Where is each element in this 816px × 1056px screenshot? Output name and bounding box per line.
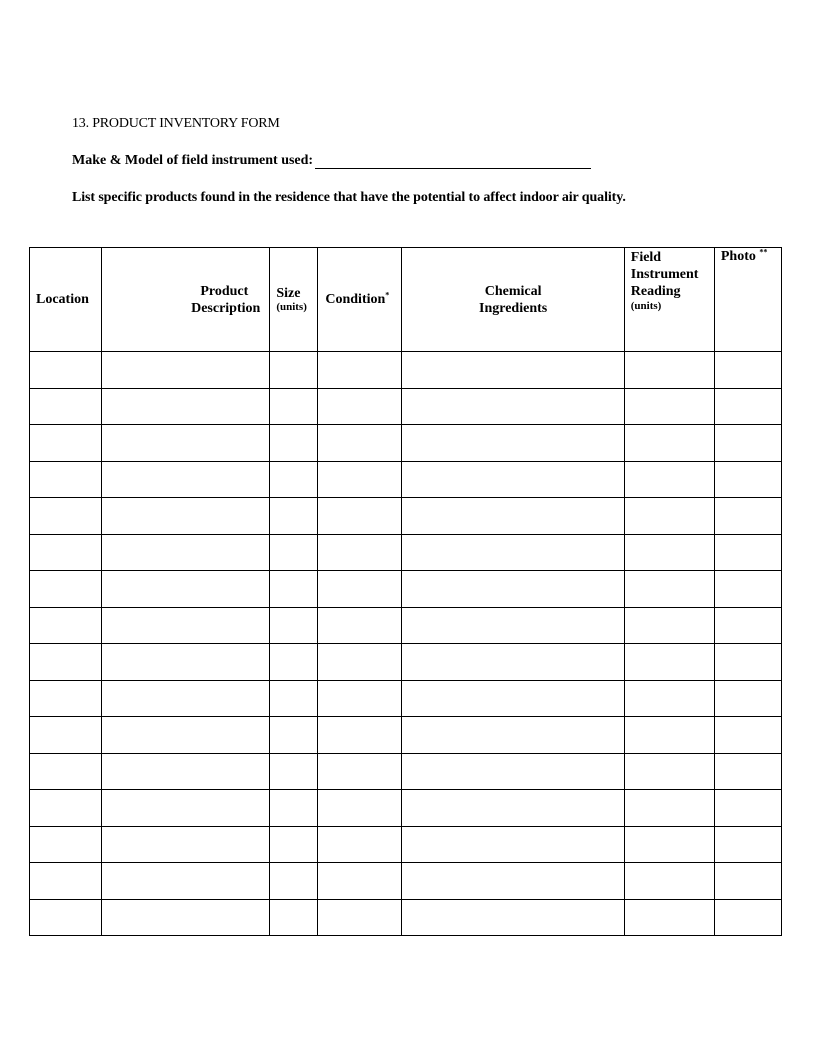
condition-cell[interactable] — [318, 790, 402, 827]
header-size-label: Size — [276, 285, 301, 301]
product-description-cell[interactable] — [102, 388, 270, 425]
condition-cell[interactable] — [318, 826, 402, 863]
condition-footnote-mark: * — [385, 289, 390, 299]
chemical-ingredients-cell[interactable] — [402, 899, 624, 936]
condition-cell[interactable] — [318, 498, 402, 535]
instrument-blank-line[interactable] — [315, 154, 591, 169]
size-cell[interactable] — [270, 534, 318, 571]
product-description-cell[interactable] — [102, 425, 270, 462]
size-cell[interactable] — [270, 717, 318, 754]
product-description-cell[interactable] — [102, 571, 270, 608]
chemical-ingredients-cell[interactable] — [402, 388, 624, 425]
condition-cell[interactable] — [318, 352, 402, 389]
chemical-ingredients-cell[interactable] — [402, 534, 624, 571]
product-description-cell[interactable] — [102, 498, 270, 535]
chemical-ingredients-cell[interactable] — [402, 790, 624, 827]
chemical-ingredients-cell[interactable] — [402, 571, 624, 608]
product-description-cell[interactable] — [102, 607, 270, 644]
table-row — [30, 680, 782, 717]
chemical-ingredients-cell[interactable] — [402, 826, 624, 863]
condition-cell[interactable] — [318, 388, 402, 425]
condition-cell[interactable] — [318, 534, 402, 571]
header-product-description — [102, 248, 270, 352]
location-cell[interactable] — [30, 352, 102, 389]
size-cell[interactable] — [270, 571, 318, 608]
table-header-row — [30, 248, 782, 352]
location-cell[interactable] — [30, 461, 102, 498]
location-cell[interactable] — [30, 790, 102, 827]
table-row — [30, 607, 782, 644]
condition-cell[interactable] — [318, 644, 402, 681]
form-title: 13. PRODUCT INVENTORY FORM — [72, 116, 280, 131]
product-description-cell[interactable] — [102, 863, 270, 900]
product-description-cell[interactable] — [102, 534, 270, 571]
field-reading-cell[interactable] — [624, 680, 714, 717]
photo-footnote-mark: ** — [759, 247, 768, 257]
condition-cell[interactable] — [318, 899, 402, 936]
field-reading-cell[interactable] — [624, 498, 714, 535]
table-row — [30, 352, 782, 389]
field-reading-cell[interactable] — [624, 826, 714, 863]
product-description-cell[interactable] — [102, 352, 270, 389]
list-instruction: List specific products found in the residence that have the potential to affect indoor air quality. — [72, 190, 626, 205]
product-description-cell[interactable] — [102, 717, 270, 754]
chemical-ingredients-cell[interactable] — [402, 498, 624, 535]
header-photo — [714, 248, 781, 352]
size-cell[interactable] — [270, 790, 318, 827]
product-description-cell[interactable] — [102, 461, 270, 498]
field-reading-cell[interactable] — [624, 461, 714, 498]
chemical-ingredients-cell[interactable] — [402, 644, 624, 681]
product-description-cell[interactable] — [102, 790, 270, 827]
location-cell[interactable] — [30, 607, 102, 644]
header-field-line2: Instrument — [630, 267, 699, 282]
location-cell[interactable] — [30, 863, 102, 900]
header-photo-label: Photo — [720, 249, 756, 264]
size-cell[interactable] — [270, 352, 318, 389]
size-cell[interactable] — [270, 607, 318, 644]
table-row — [30, 899, 782, 936]
location-cell[interactable] — [30, 753, 102, 790]
table-row — [30, 388, 782, 425]
table-row — [30, 571, 782, 608]
location-cell[interactable] — [30, 425, 102, 462]
table-row — [30, 461, 782, 498]
table-row — [30, 826, 782, 863]
product-description-cell[interactable] — [102, 826, 270, 863]
photo-cell[interactable] — [714, 388, 781, 425]
instrument-label: Make & Model of field instrument used: — [72, 153, 314, 168]
instrument-field-row — [72, 153, 591, 169]
condition-cell[interactable] — [318, 607, 402, 644]
size-cell[interactable] — [270, 388, 318, 425]
condition-cell[interactable] — [318, 863, 402, 900]
chemical-ingredients-cell[interactable] — [402, 607, 624, 644]
location-cell[interactable] — [30, 680, 102, 717]
photo-cell[interactable] — [714, 680, 781, 717]
size-cell[interactable] — [270, 644, 318, 681]
product-inventory-table — [29, 247, 782, 936]
header-chemical-line1: Chemical — [484, 283, 542, 299]
chemical-ingredients-cell[interactable] — [402, 863, 624, 900]
photo-cell[interactable] — [714, 790, 781, 827]
chemical-ingredients-cell[interactable] — [402, 717, 624, 754]
table-row — [30, 498, 782, 535]
header-field-line1: Field — [630, 250, 662, 265]
condition-cell[interactable] — [318, 680, 402, 717]
header-product-line1: Product — [200, 283, 249, 299]
product-description-cell[interactable] — [102, 899, 270, 936]
header-field-instrument-reading — [624, 248, 714, 352]
header-size-units: (units) — [276, 300, 307, 313]
product-description-cell[interactable] — [102, 753, 270, 790]
photo-cell[interactable] — [714, 352, 781, 389]
chemical-ingredients-cell[interactable] — [402, 425, 624, 462]
table-row — [30, 534, 782, 571]
location-cell[interactable] — [30, 571, 102, 608]
size-cell[interactable] — [270, 899, 318, 936]
field-reading-cell[interactable] — [624, 607, 714, 644]
chemical-ingredients-cell[interactable] — [402, 461, 624, 498]
chemical-ingredients-cell[interactable] — [402, 352, 624, 389]
photo-cell[interactable] — [714, 644, 781, 681]
header-field-line3: Reading — [630, 284, 681, 299]
table-row — [30, 753, 782, 790]
photo-cell[interactable] — [714, 461, 781, 498]
product-description-cell[interactable] — [102, 680, 270, 717]
table-row — [30, 863, 782, 900]
size-cell[interactable] — [270, 498, 318, 535]
size-cell[interactable] — [270, 753, 318, 790]
table-row — [30, 644, 782, 681]
location-cell[interactable] — [30, 717, 102, 754]
header-location: Location — [30, 248, 102, 352]
location-cell[interactable] — [30, 388, 102, 425]
header-size — [270, 248, 318, 352]
header-condition-label: Condition — [325, 291, 386, 307]
chemical-ingredients-cell[interactable] — [402, 680, 624, 717]
header-condition — [318, 248, 402, 352]
field-reading-cell[interactable] — [624, 425, 714, 462]
condition-cell[interactable] — [318, 461, 402, 498]
size-cell[interactable] — [270, 863, 318, 900]
condition-cell[interactable] — [318, 717, 402, 754]
size-cell[interactable] — [270, 680, 318, 717]
header-chemical-ingredients — [402, 248, 624, 352]
size-cell[interactable] — [270, 826, 318, 863]
size-cell[interactable] — [270, 425, 318, 462]
photo-cell[interactable] — [714, 571, 781, 608]
product-description-cell[interactable] — [102, 644, 270, 681]
field-reading-cell[interactable] — [624, 534, 714, 571]
condition-cell[interactable] — [318, 571, 402, 608]
field-reading-cell[interactable] — [624, 352, 714, 389]
field-reading-cell[interactable] — [624, 571, 714, 608]
photo-cell[interactable] — [714, 826, 781, 863]
condition-cell[interactable] — [318, 425, 402, 462]
field-reading-cell[interactable] — [624, 388, 714, 425]
field-reading-cell[interactable] — [624, 644, 714, 681]
photo-cell[interactable] — [714, 425, 781, 462]
photo-cell[interactable] — [714, 863, 781, 900]
table-row — [30, 717, 782, 754]
location-cell[interactable] — [30, 826, 102, 863]
photo-cell[interactable] — [714, 534, 781, 571]
header-product-line2: Description — [191, 300, 261, 316]
header-chemical-line2: Ingredients — [479, 300, 548, 316]
chemical-ingredients-cell[interactable] — [402, 753, 624, 790]
field-reading-cell[interactable] — [624, 863, 714, 900]
location-cell[interactable] — [30, 534, 102, 571]
photo-cell[interactable] — [714, 607, 781, 644]
table-row — [30, 425, 782, 462]
location-cell[interactable] — [30, 644, 102, 681]
field-reading-cell[interactable] — [624, 899, 714, 936]
table-row — [30, 790, 782, 827]
photo-cell[interactable] — [714, 753, 781, 790]
field-reading-cell[interactable] — [624, 790, 714, 827]
location-cell[interactable] — [30, 498, 102, 535]
header-field-units: (units) — [630, 300, 662, 312]
field-reading-cell[interactable] — [624, 717, 714, 754]
location-cell[interactable] — [30, 899, 102, 936]
table-body — [30, 352, 782, 936]
size-cell[interactable] — [270, 461, 318, 498]
condition-cell[interactable] — [318, 753, 402, 790]
photo-cell[interactable] — [714, 899, 781, 936]
photo-cell[interactable] — [714, 498, 781, 535]
field-reading-cell[interactable] — [624, 753, 714, 790]
photo-cell[interactable] — [714, 717, 781, 754]
